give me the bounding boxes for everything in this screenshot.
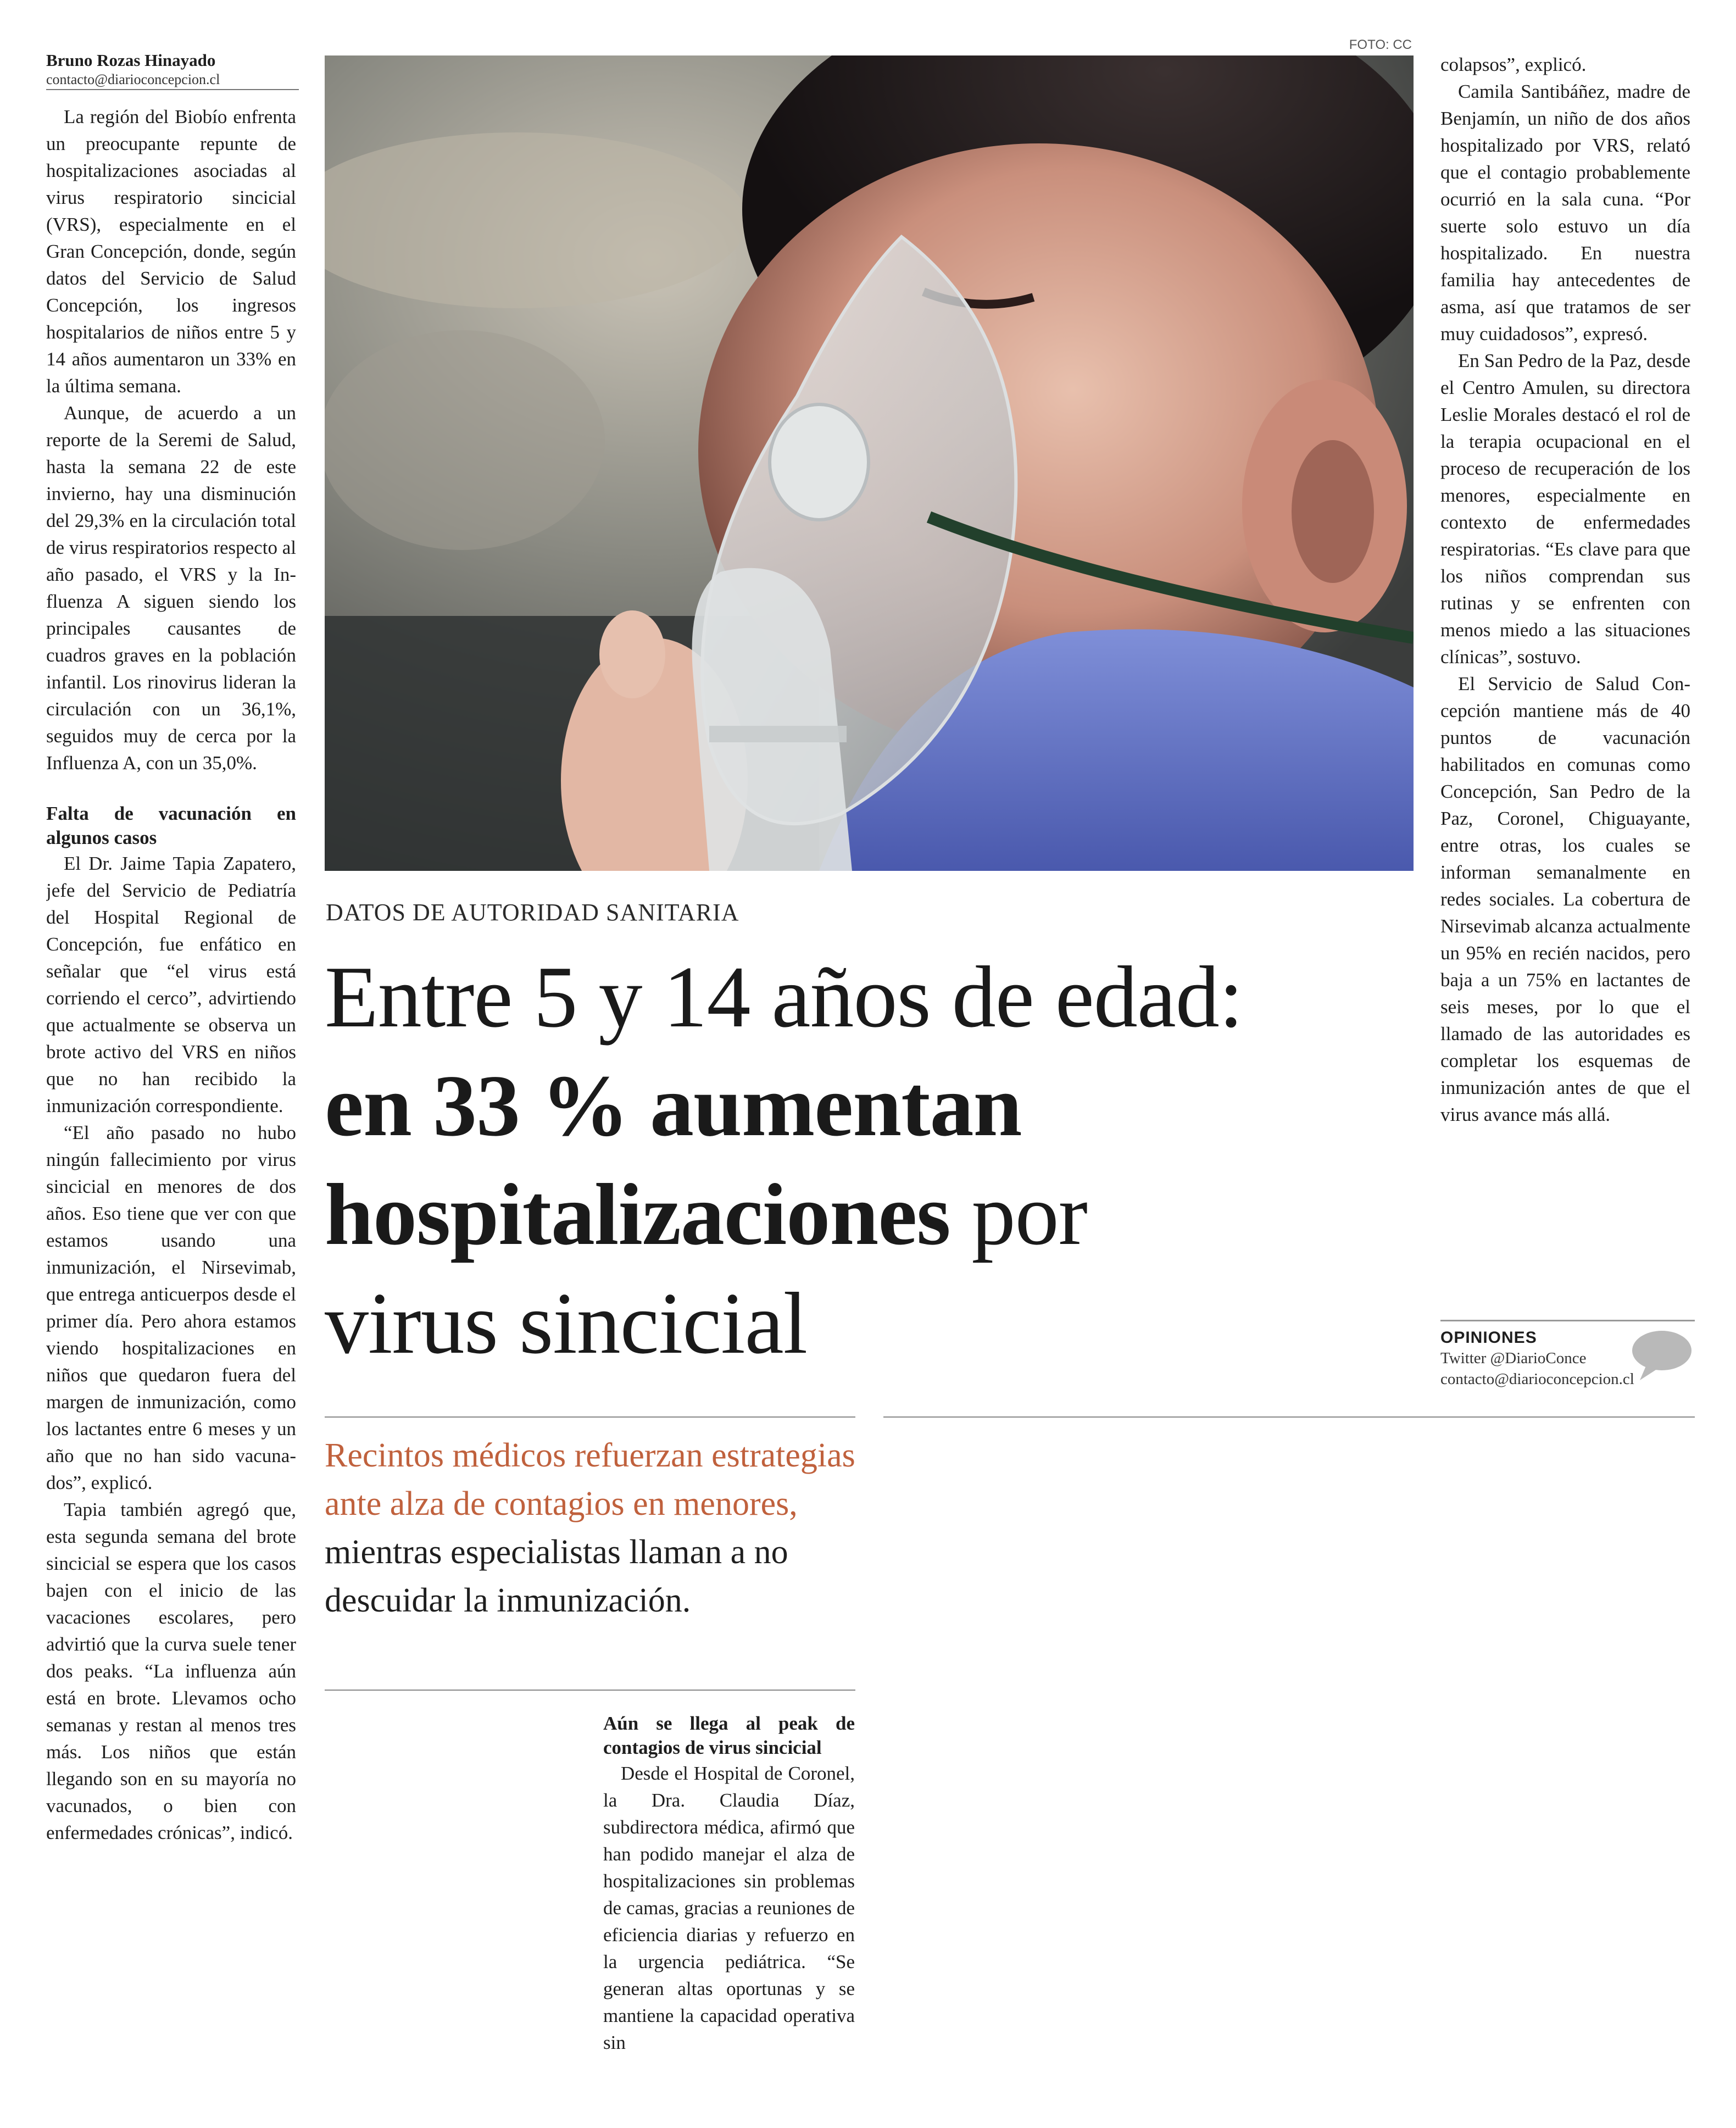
article-column-right [1440,51,1690,1315]
article-photo [325,55,1414,871]
paragraph: El Dr. Jaime Tapia Zapatero, jefe del Servicio de Pediatría del Hospital Regional de Concepción, fue enfático en señalar que “el virus está corriendo el cerco”, advirtiendo que actualmente se observa un brote activo del VRS en niños que no han recibido la inmunización correspondiente. [46,853,296,1116]
photo-credit: FOTO: CC [1349,37,1412,52]
section-subhead: Aún se llega al peak de contagios de virus sincicial [603,1713,855,1758]
paragraph: El Servicio de Salud Concepción mantiene más de 40 puntos de vacunación habilitados en comunas como Concepción, San Pedro de la Paz, Coronel, Chiguayante, entre otras, los cuales se informan semanalmente en redes sociales. La cobertura de Nirsevimab alcanza actualmente un 95% en recién nacidos, pero baja a un 75% en lactantes de seis meses, por lo que el llamado de las autoridades es completar los esquemas de inmunización antes de que el virus avance más allá. [1440,673,1690,1125]
article-headline [325,942,1434,1377]
headline-line-4: virus sincicial [325,1274,808,1372]
paragraph: “El año pasado no hubo ningún fallecimiento por virus sincicial en menores de dos años. Eso tiene que ver con que estamos usando una inmunización, el Nirsevimab, que entrega anticuerpos desde el primer día. Pero ahora estamos viendo hospitalizaciones en niños que quedaron fuera del margen de inmunización, como los lactantes entre 6 meses y un año que no han sido vacunados”, explicó. [46,1122,296,1493]
headline-line-3-bold: hospitalizaciones [325,1165,950,1263]
deck-text: mientras especialistas llaman a no descuidar la inmunización. [325,1534,788,1619]
byline-divider [46,89,299,90]
article-column-left [46,103,296,2114]
paragraph: En San Pedro de la Paz, desde el Centro Amulen, su directora Leslie Morales destacó el rol de la terapia ocupacional en el proceso de recuperación de los menores, especialmente en contexto de enfermedades respiratorias. “Es clave para que los niños comprendan sus rutinas y se enfrenten con menos miedo a las situaciones clínicas”, sostuvo. [1440,350,1690,668]
headline-line-1: Entre 5 y 14 años de edad: [325,948,1243,1046]
paragraph: Tapia también agregó que, esta segunda semana del brote sincicial se espera que los casos bajen con el inicio de las vacaciones escolares, pero advirtió que la curva suele tener dos peaks. “La influenza aún está en brote. Llevamos ocho semanas y restan al menos tres más. Los niños que están llegando son en su mayoría no vacunados, o bien con enfermedades crónicas”, indicó. [46,1499,296,1843]
photo-child-nebulizer-icon [325,55,1414,871]
opinions-rule [1440,1320,1695,1321]
paragraph: Aunque, de acuerdo a un reporte de la Seremi de Salud, hasta la semana 22 de este invierno, hay una disminución del 29,3% en la circulación total de virus respiratorios respecto al año pasado, el VRS y la Influenza A siguen siendo los principales causantes de cuadros graves en la población infantil. Los rinovirus lideran la circulación con un 36,1%, seguidos muy de cerca por la Influenza A, con un 35,0%. [46,402,296,774]
article-deck [325,1431,863,1625]
byline-author: Bruno Rozas Hinayado [46,51,216,70]
section-subhead: Falta de vacunación en algunos casos [46,803,296,848]
deck-accent-text: Recintos médicos refuerzan estrategias ante alza de contagios en menores, [325,1437,855,1523]
paragraph: La región del Biobío enfrenta un preocupante repunte de hospitalizaciones asociadas al virus respiratorio sincicial (VRS), especialmente en el Gran Concepción, donde, según datos del Servicio de Salud Concepción, los ingresos hospitalarios de niños entre 5 y 14 años aumentaron un 33% en la última semana. [46,106,296,397]
byline-email[interactable]: contacto@diarioconcepcion.cl [46,71,220,87]
headline-line-2: en 33 % aumentan [325,1057,1022,1154]
speech-bubble-icon [1628,1327,1694,1382]
article-column-middle [603,1712,855,2118]
headline-line-3-regular: por [971,1165,1087,1263]
opinions-twitter[interactable]: Twitter @DiarioConce [1440,1349,1587,1367]
paragraph: colapsos”, explicó. [1440,54,1587,75]
opinions-email[interactable]: contacto@diarioconcepcion.cl [1440,1370,1634,1388]
section-rule [883,1416,1695,1418]
opinions-title: OPINIONES [1440,1329,1537,1347]
deck-top-rule [325,1416,855,1418]
article-kicker: DATOS DE AUTORIDAD SANITARIA [326,899,739,926]
paragraph: Desde el Hospital de Coronel, la Dra. Claudia Díaz, subdirectora médica, afirmó que han podido manejar el alza de hospitalizaciones sin problemas de camas, gracias a reuniones de eficiencia diarias y refuerzo en la urgencia pediátrica. “Se generan altas oportunas y se mantiene la capacidad operativa sin [603,1763,855,2053]
paragraph: Camila Santibáñez, madre de Benjamín, un niño de dos años hospitalizado por VRS, relató que el contagio probablemente ocurrió en la sala cuna. “Por suerte solo estuvo un día hospitalizado. En nuestra familia hay antecedentes de asma, así que tratamos de ser muy cuidadosos”, expresó. [1440,81,1690,345]
deck-bottom-rule [325,1690,855,1691]
